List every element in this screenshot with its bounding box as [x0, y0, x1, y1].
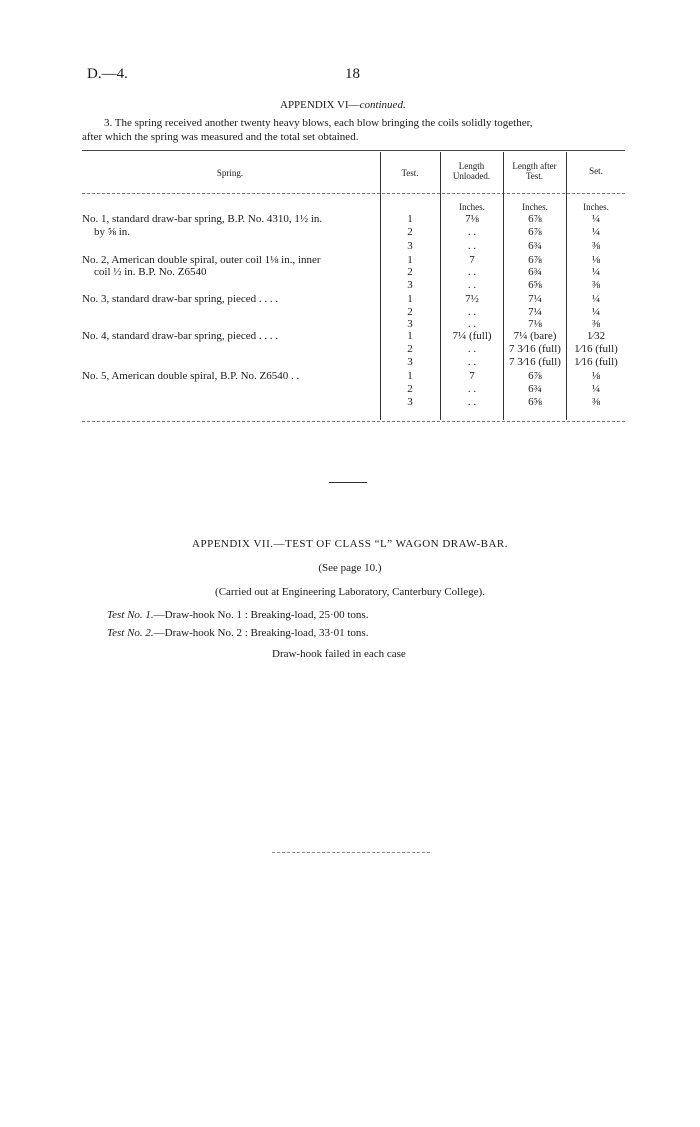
- row-length-unloaded: . .: [467, 383, 477, 395]
- table-bottom-rule: [82, 421, 625, 422]
- row-test: 3: [407, 240, 413, 252]
- row-set: ¼: [591, 266, 601, 278]
- row-test: 1: [407, 213, 413, 225]
- intro-line-2: after which the spring was measured and the total set obtained.: [82, 131, 359, 143]
- test-2-line: [107, 627, 368, 639]
- row-test: 3: [407, 356, 413, 368]
- row-set: ⅛: [591, 370, 601, 382]
- spring-1-line2: by ⅝ in.: [94, 226, 131, 238]
- appendix-vi-title-suffix: continued.: [359, 99, 406, 111]
- header-length-after: [503, 161, 566, 181]
- spring-2-line1: No. 2, American double spiral, outer coil 1⅛ in., inner: [82, 254, 321, 266]
- row-set: ¼: [591, 306, 601, 318]
- spring-4-line1: No. 4, standard draw-bar spring, pieced . . . .: [82, 330, 279, 342]
- section-divider: [329, 482, 367, 483]
- appendix-vi-title: [280, 99, 406, 111]
- row-length-after: 6⅞: [528, 254, 542, 266]
- header-spring: Spring.: [216, 168, 244, 178]
- row-set: 1⁄16 (full): [574, 356, 618, 368]
- row-length-unloaded: 7½: [465, 293, 479, 305]
- row-length-unloaded: . .: [467, 343, 477, 355]
- intro-line-1: 3. The spring received another twenty heavy blows, each blow bringing the coils solidly together,: [104, 117, 533, 129]
- row-test: 1: [407, 254, 413, 266]
- row-length-unloaded: 7: [469, 254, 475, 266]
- row-length-after: 6¾: [528, 240, 542, 252]
- row-length-after: 6⅞: [528, 213, 542, 225]
- row-length-unloaded: . .: [467, 396, 477, 408]
- page-reference: D.—4.: [87, 66, 128, 82]
- header-length-after-line1: Length after: [512, 161, 557, 171]
- row-test: 2: [407, 226, 413, 238]
- test-2-text: —Draw-hook No. 2 : Breaking-load, 33·01 tons.: [153, 627, 369, 639]
- row-length-unloaded: . .: [467, 226, 477, 238]
- unit-set: Inches.: [583, 202, 609, 212]
- spring-3-line1: No. 3, standard draw-bar spring, pieced . . . .: [82, 293, 279, 305]
- spring-1-line1: No. 1, standard draw-bar spring, B.P. No. 4310, 1½ in.: [82, 213, 323, 225]
- unit-length-unloaded: Inches.: [459, 202, 485, 212]
- row-test: 3: [407, 396, 413, 408]
- row-length-unloaded: . .: [467, 240, 477, 252]
- row-length-unloaded: 7: [469, 370, 475, 382]
- row-length-unloaded: . .: [467, 356, 477, 368]
- row-set: ⅜: [591, 240, 601, 252]
- header-length-after-line2: Test.: [525, 171, 544, 181]
- test-1-line: [107, 609, 368, 621]
- row-length-after: 6⅞: [528, 226, 542, 238]
- row-length-unloaded: . .: [467, 266, 477, 278]
- row-length-after: 7⅛: [528, 318, 542, 330]
- row-set: ⅛: [591, 254, 601, 266]
- row-length-after: 7 3⁄16 (full): [509, 356, 561, 368]
- row-length-unloaded: . .: [467, 279, 477, 291]
- row-set: ¼: [591, 383, 601, 395]
- row-set: ¼: [591, 293, 601, 305]
- appendix-vi-title-main: APPENDIX VI—: [280, 99, 360, 111]
- page-number: 18: [345, 66, 360, 82]
- test-2-label: Test No. 2.: [107, 627, 154, 639]
- row-test: 2: [407, 306, 413, 318]
- row-length-after: 6¾: [528, 266, 542, 278]
- row-length-unloaded: 7¼ (full): [452, 330, 492, 342]
- header-length-unloaded-line1: Length: [458, 161, 485, 171]
- row-set: ⅜: [591, 318, 601, 330]
- header-set: Set.: [589, 166, 603, 176]
- row-length-after: 6⅝: [528, 396, 542, 408]
- row-test: 2: [407, 383, 413, 395]
- row-test: 3: [407, 279, 413, 291]
- appendix-vii-title: APPENDIX VII.—TEST OF CLASS “L” WAGON DRAW-BAR.: [192, 538, 508, 550]
- row-set: ¼: [591, 213, 601, 225]
- unit-length-after: Inches.: [522, 202, 548, 212]
- row-set: 1⁄16 (full): [574, 343, 618, 355]
- row-test: 1: [407, 370, 413, 382]
- row-test: 1: [407, 330, 413, 342]
- row-length-after: 6¾: [528, 383, 542, 395]
- row-length-after: 7 3⁄16 (full): [509, 343, 561, 355]
- row-length-after: 6⅝: [528, 279, 542, 291]
- table-header-rule: [82, 193, 625, 194]
- test-1-label: Test No. 1.: [107, 609, 154, 621]
- header-test: Test.: [401, 168, 419, 178]
- row-test: 2: [407, 343, 413, 355]
- row-test: 3: [407, 318, 413, 330]
- row-set: ⅜: [591, 279, 601, 291]
- row-length-unloaded: . .: [467, 318, 477, 330]
- row-set: ⅜: [591, 396, 601, 408]
- row-length-after: 7¼: [528, 293, 542, 305]
- row-length-after: 7¼: [528, 306, 542, 318]
- header-length-unloaded: [440, 161, 503, 181]
- row-length-unloaded: 7⅛: [465, 213, 479, 225]
- row-length-after: 6⅞: [528, 370, 542, 382]
- test-1-text: —Draw-hook No. 1 : Breaking-load, 25·00 tons.: [153, 609, 369, 621]
- row-test: 2: [407, 266, 413, 278]
- see-page-note: (See page 10.): [318, 562, 382, 574]
- spring-2-line2: coil ½ in. B.P. No. Z6540: [94, 266, 207, 278]
- row-length-unloaded: . .: [467, 306, 477, 318]
- row-set: ¼: [591, 226, 601, 238]
- table-top-rule: [82, 150, 625, 151]
- failed-note: Draw-hook failed in each case: [272, 648, 406, 660]
- spring-5-line1: No. 5, American double spiral, B.P. No. Z6540 . .: [82, 370, 300, 382]
- header-length-unloaded-line2: Unloaded.: [452, 171, 491, 181]
- row-test: 1: [407, 293, 413, 305]
- col-divider-test: [380, 152, 381, 420]
- row-length-after: 7¼ (bare): [513, 330, 557, 342]
- footer-rule: [272, 852, 430, 853]
- carried-out-note: (Carried out at Engineering Laboratory, Canterbury College).: [215, 586, 485, 598]
- row-set: 1⁄32: [586, 330, 606, 342]
